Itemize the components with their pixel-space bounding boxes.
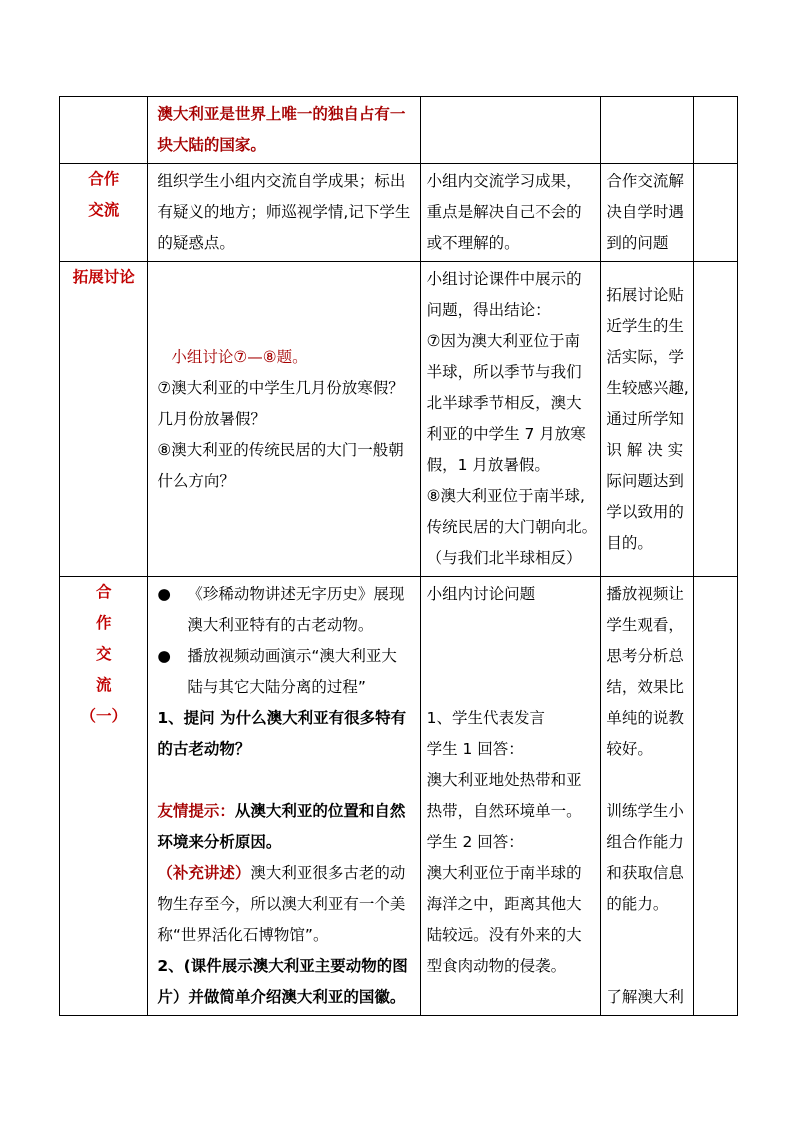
student-activity-cell <box>420 262 601 577</box>
text-line: 近学生的生 <box>606 316 684 335</box>
text-line: 陆与其它大陆分离的过程” <box>187 678 366 696</box>
text-line: 澳大利亚特有的古老动物。 <box>187 616 374 634</box>
label-char: （一） <box>80 707 127 725</box>
text-line: 几月份放暑假？ <box>157 409 266 428</box>
text-line: 到的问题 <box>606 234 669 252</box>
teacher-activity-cell <box>148 97 420 164</box>
text-line: 半球，所以季节与我们 <box>426 363 582 381</box>
spacer <box>427 672 595 703</box>
text-line: 问题，得出结论： <box>426 301 551 319</box>
text-line: 重点是解决自己不会的 <box>426 203 582 221</box>
text-line: 海洋之中，距离其他大 <box>426 895 582 913</box>
spacer <box>157 765 413 796</box>
supplement-text: 澳大利亚很多古老的动 <box>250 864 406 882</box>
spacer <box>427 610 595 641</box>
question-line: 的古老动物？ <box>157 740 251 758</box>
bullet-item <box>157 641 413 703</box>
spacer <box>606 920 688 951</box>
label-line: 拓展讨论 <box>72 268 135 286</box>
text-line: 什么方向？ <box>157 471 235 490</box>
label-line: 合作 <box>88 170 120 188</box>
design-intent-cell <box>601 577 693 1016</box>
student-activity-cell <box>420 164 601 262</box>
text-line: 和获取信息 <box>606 864 684 882</box>
text-line: 澳大利亚是世界上唯一的独自占有一 <box>157 105 406 123</box>
text-line: ⑦因为澳大利亚位于南 <box>426 332 580 350</box>
lesson-plan-table <box>59 96 738 1016</box>
label-char: 交 <box>95 645 112 663</box>
text-line: 较好。 <box>606 740 653 758</box>
text-line: 假，1 月放暑假。 <box>426 456 550 474</box>
text-line: 决自学时遇 <box>606 203 684 221</box>
text-line: 块大陆的国家。 <box>157 136 266 154</box>
text-line: （与我们北半球相反） <box>426 549 582 567</box>
text-line: 播放视频让 <box>606 585 684 603</box>
text-line: 陆较远。没有外来的大 <box>426 926 582 944</box>
student-activity-cell <box>420 97 601 164</box>
text-line: 学生 2 回答： <box>426 833 524 851</box>
text-line: 澳大利亚地处热带和亚 <box>426 771 582 789</box>
text-line: 小组内交流学习成果， <box>426 172 582 190</box>
design-intent-cell <box>601 164 693 262</box>
text-line: 或不理解的。 <box>426 234 520 252</box>
text-line: 组织学生小组内交流自学成果；标出 <box>157 172 406 190</box>
table-row <box>60 164 738 262</box>
text-line: 北半球季节相反，澳大 <box>426 394 582 412</box>
question-line: 2、(课件展示澳大利亚主要动物的图 <box>157 957 408 975</box>
label-char: 合 <box>95 583 112 601</box>
spacer <box>427 641 595 672</box>
text-line: 型食肉动物的侵袭。 <box>426 957 567 975</box>
design-intent-cell <box>601 262 693 577</box>
text-line: ⑧澳大利亚位于南半球, <box>426 487 585 505</box>
notes-cell <box>693 164 737 262</box>
row-label-empty <box>60 97 148 164</box>
table-row <box>60 97 738 164</box>
text-line: 组合作能力 <box>606 833 684 851</box>
text-line: 小组讨论课件中展示的 <box>426 270 582 288</box>
row-label-cooperate <box>60 164 148 262</box>
supplement-text: 称“世界活化石博物馆”。 <box>157 926 329 944</box>
text-line: 拓展讨论贴 <box>606 285 684 304</box>
notes-cell <box>693 97 737 164</box>
text-line: 学生 1 回答： <box>426 740 524 758</box>
label-char: 作 <box>95 614 112 632</box>
text-line: 的疑惑点。 <box>157 234 235 252</box>
text-line: 生较感兴趣, <box>606 378 689 397</box>
design-intent-cell <box>601 97 693 164</box>
text-line: 通过所学知 <box>606 409 684 428</box>
student-activity-cell <box>420 577 601 1016</box>
tip-text: 从澳大利亚的位置和自然 <box>234 802 406 820</box>
row-label-cooperate-one <box>60 577 148 1016</box>
notes-cell <box>693 262 737 577</box>
question-line: 片）并做简单介绍澳大利亚的国徽。 <box>157 988 406 1006</box>
spacer <box>606 951 688 982</box>
label-char: 流 <box>95 676 112 694</box>
text-line: 利亚的中学生 7 月放寒 <box>426 425 586 443</box>
text-line: 的能力。 <box>606 895 669 913</box>
text-line: 播放视频动画演示“澳大利亚大 <box>187 647 397 665</box>
teacher-activity-cell <box>148 164 420 262</box>
text-line: 结，效果比 <box>606 678 684 696</box>
table-row <box>60 262 738 577</box>
notes-cell <box>693 577 737 1016</box>
bullet-item <box>157 579 413 641</box>
text-line: 际问题达到 <box>606 471 684 490</box>
text-line: 合作交流解 <box>606 172 684 190</box>
text-line: ⑧澳大利亚的传统民居的大门一般朝 <box>157 440 404 459</box>
text-line: 了解澳大利 <box>606 988 684 1006</box>
question-line: 1、提问 为什么澳大利亚有很多特有 <box>157 709 407 727</box>
bullet-icon: ● <box>157 647 171 665</box>
text-line: 传统民居的大门朝向北。 <box>426 518 598 536</box>
bullet-icon: ● <box>157 585 171 603</box>
text-line: 识 解 决 实 <box>606 440 684 459</box>
text-line: ⑦澳大利亚的中学生几月份放寒假？ <box>157 378 404 397</box>
teacher-activity-cell <box>148 577 420 1016</box>
supplement-text: 物生存至今，所以澳大利亚有一个美 <box>157 895 406 913</box>
text-line: 活实际，学 <box>606 347 684 366</box>
tip-text: 环境来分析原因。 <box>157 833 282 851</box>
text-line: 《珍稀动物讲述无字历史》展现 <box>187 585 405 603</box>
supplement-label: （补充讲述） <box>157 864 251 882</box>
text-line: 有疑义的地方；师巡视学情,记下学生 <box>157 203 411 221</box>
text-line: 学生观看， <box>606 616 684 634</box>
text-line: 单纯的说教 <box>606 709 684 727</box>
label-line: 交流 <box>88 201 120 219</box>
text-line: 澳大利亚位于南半球的 <box>426 864 582 882</box>
row-label-extend-discuss <box>60 262 148 577</box>
text-line: 小组内讨论问题 <box>426 585 536 603</box>
text-line: 训练学生小 <box>606 802 684 820</box>
discussion-title: 小组讨论⑦—⑧题。 <box>171 347 308 366</box>
text-line: 学以致用的 <box>606 502 684 521</box>
teacher-activity-cell <box>148 262 420 577</box>
text-line: 思考分析总 <box>606 647 684 665</box>
spacer <box>606 765 688 796</box>
tip-label: 友情提示： <box>157 802 235 820</box>
text-line: 目的。 <box>606 533 653 552</box>
text-line: 热带，自然环境单一。 <box>426 802 582 820</box>
table-row <box>60 577 738 1016</box>
text-line: 1、学生代表发言 <box>426 709 545 727</box>
